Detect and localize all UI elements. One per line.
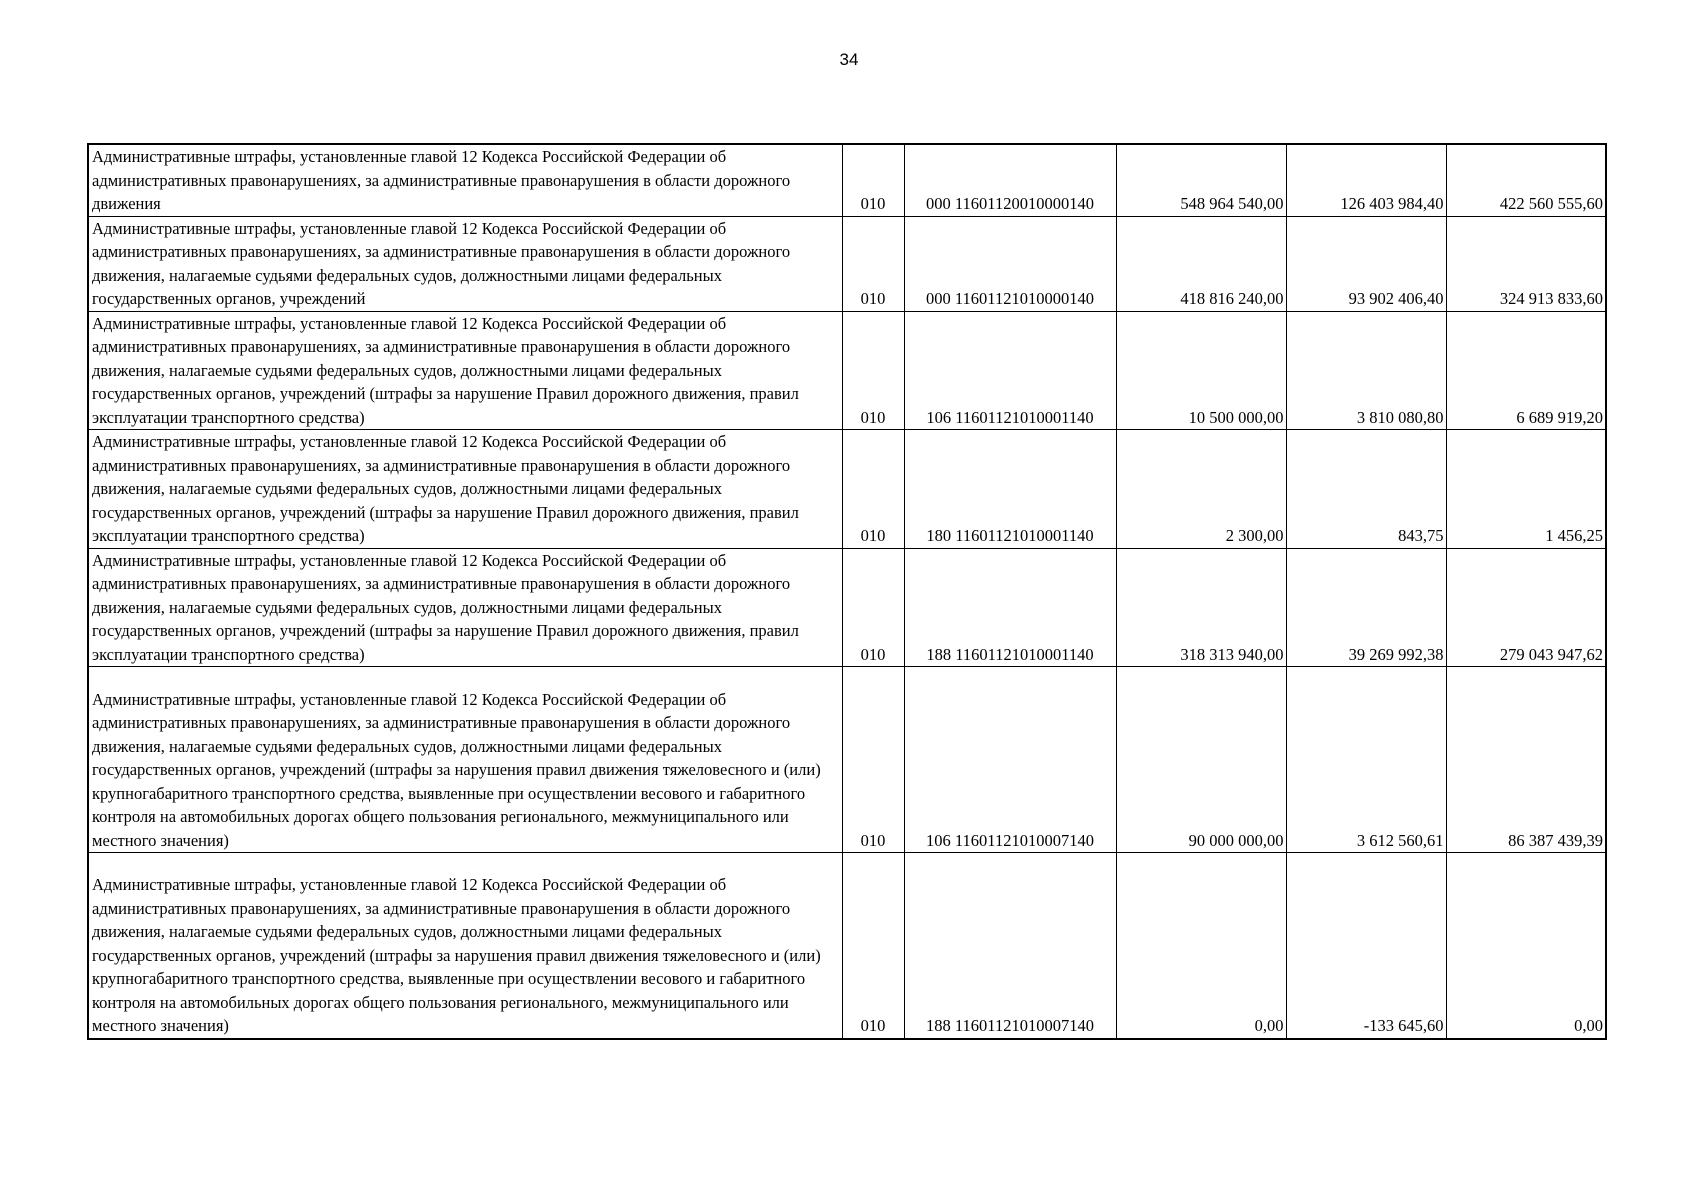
- row-unexecuted-amount: 1 456,25: [1446, 430, 1606, 549]
- table-row: [88, 216, 1606, 311]
- row-unexecuted-amount: 86 387 439,39: [1446, 667, 1606, 853]
- page-number: 34: [839, 50, 859, 69]
- row-description: Административные штрафы, установленные главой 12 Кодекса Российской Федерации об административных правонарушениях, за административные правонарушения в области дорожного движения, налагаемые судьями федеральных судов, должностными лицами федеральных государственных органов, учреждений: [88, 216, 842, 311]
- table-row: [88, 144, 1606, 216]
- table-row: [88, 430, 1606, 549]
- row-description: Административные штрафы, установленные главой 12 Кодекса Российской Федерации об административных правонарушениях, за административные правонарушения в области дорожного движения, налагаемые судьями федеральных судов, должностными лицами федеральных государственных органов, учреждений (штрафы за нарушение Правил дорожного движения, правил эксплуатации транспортного средства): [88, 430, 842, 549]
- row-budget-code: 188 11601121010001140: [904, 548, 1116, 667]
- row-budget-code: 000 11601121010000140: [904, 216, 1116, 311]
- row-executed-amount: 843,75: [1286, 430, 1446, 549]
- row-executed-amount: 3 612 560,61: [1286, 667, 1446, 853]
- revenue-table: [87, 143, 1607, 1040]
- row-approved-amount: 10 500 000,00: [1116, 311, 1286, 430]
- row-description: Административные штрафы, установленные главой 12 Кодекса Российской Федерации об административных правонарушениях, за административные правонарушения в области дорожного движения, налагаемые судьями федеральных судов, должностными лицами федеральных государственных органов, учреждений (штрафы за нарушения правил движения тяжеловесного и (или) крупногабаритного транспортного средства, выявленные при осуществлении весового и габаритного контроля на автомобильных дорогах общего пользования регионального, межмуниципального или местного значения): [88, 667, 842, 853]
- row-line-code: 010: [842, 430, 904, 549]
- row-description: Административные штрафы, установленные главой 12 Кодекса Российской Федерации об административных правонарушениях, за административные правонарушения в области дорожного движения, налагаемые судьями федеральных судов, должностными лицами федеральных государственных органов, учреждений (штрафы за нарушение Правил дорожного движения, правил эксплуатации транспортного средства): [88, 311, 842, 430]
- row-line-code: 010: [842, 144, 904, 216]
- row-budget-code: 000 11601120010000140: [904, 144, 1116, 216]
- row-approved-amount: 318 313 940,00: [1116, 548, 1286, 667]
- row-approved-amount: 0,00: [1116, 853, 1286, 1039]
- row-unexecuted-amount: 0,00: [1446, 853, 1606, 1039]
- row-budget-code: 106 11601121010007140: [904, 667, 1116, 853]
- row-description: Административные штрафы, установленные главой 12 Кодекса Российской Федерации об административных правонарушениях, за административные правонарушения в области дорожного движения, налагаемые судьями федеральных судов, должностными лицами федеральных государственных органов, учреждений (штрафы за нарушения правил движения тяжеловесного и (или) крупногабаритного транспортного средства, выявленные при осуществлении весового и габаритного контроля на автомобильных дорогах общего пользования регионального, межмуниципального или местного значения): [88, 853, 842, 1039]
- row-line-code: 010: [842, 667, 904, 853]
- row-unexecuted-amount: 6 689 919,20: [1446, 311, 1606, 430]
- table-row: [88, 853, 1606, 1039]
- row-executed-amount: 39 269 992,38: [1286, 548, 1446, 667]
- row-unexecuted-amount: 324 913 833,60: [1446, 216, 1606, 311]
- row-unexecuted-amount: 279 043 947,62: [1446, 548, 1606, 667]
- row-executed-amount: 93 902 406,40: [1286, 216, 1446, 311]
- row-approved-amount: 548 964 540,00: [1116, 144, 1286, 216]
- row-executed-amount: -133 645,60: [1286, 853, 1446, 1039]
- row-line-code: 010: [842, 548, 904, 667]
- row-approved-amount: 90 000 000,00: [1116, 667, 1286, 853]
- row-executed-amount: 3 810 080,80: [1286, 311, 1446, 430]
- row-line-code: 010: [842, 216, 904, 311]
- row-description: Административные штрафы, установленные главой 12 Кодекса Российской Федерации об административных правонарушениях, за административные правонарушения в области дорожного движения, налагаемые судьями федеральных судов, должностными лицами федеральных государственных органов, учреждений (штрафы за нарушение Правил дорожного движения, правил эксплуатации транспортного средства): [88, 548, 842, 667]
- row-unexecuted-amount: 422 560 555,60: [1446, 144, 1606, 216]
- row-description: Административные штрафы, установленные главой 12 Кодекса Российской Федерации об административных правонарушениях, за административные правонарушения в области дорожного движения: [88, 144, 842, 216]
- row-line-code: 010: [842, 311, 904, 430]
- row-budget-code: 188 11601121010007140: [904, 853, 1116, 1039]
- row-approved-amount: 2 300,00: [1116, 430, 1286, 549]
- row-budget-code: 106 11601121010001140: [904, 311, 1116, 430]
- row-budget-code: 180 11601121010001140: [904, 430, 1116, 549]
- table-row: [88, 548, 1606, 667]
- table-row: [88, 667, 1606, 853]
- row-line-code: 010: [842, 853, 904, 1039]
- table-row: [88, 311, 1606, 430]
- row-approved-amount: 418 816 240,00: [1116, 216, 1286, 311]
- row-executed-amount: 126 403 984,40: [1286, 144, 1446, 216]
